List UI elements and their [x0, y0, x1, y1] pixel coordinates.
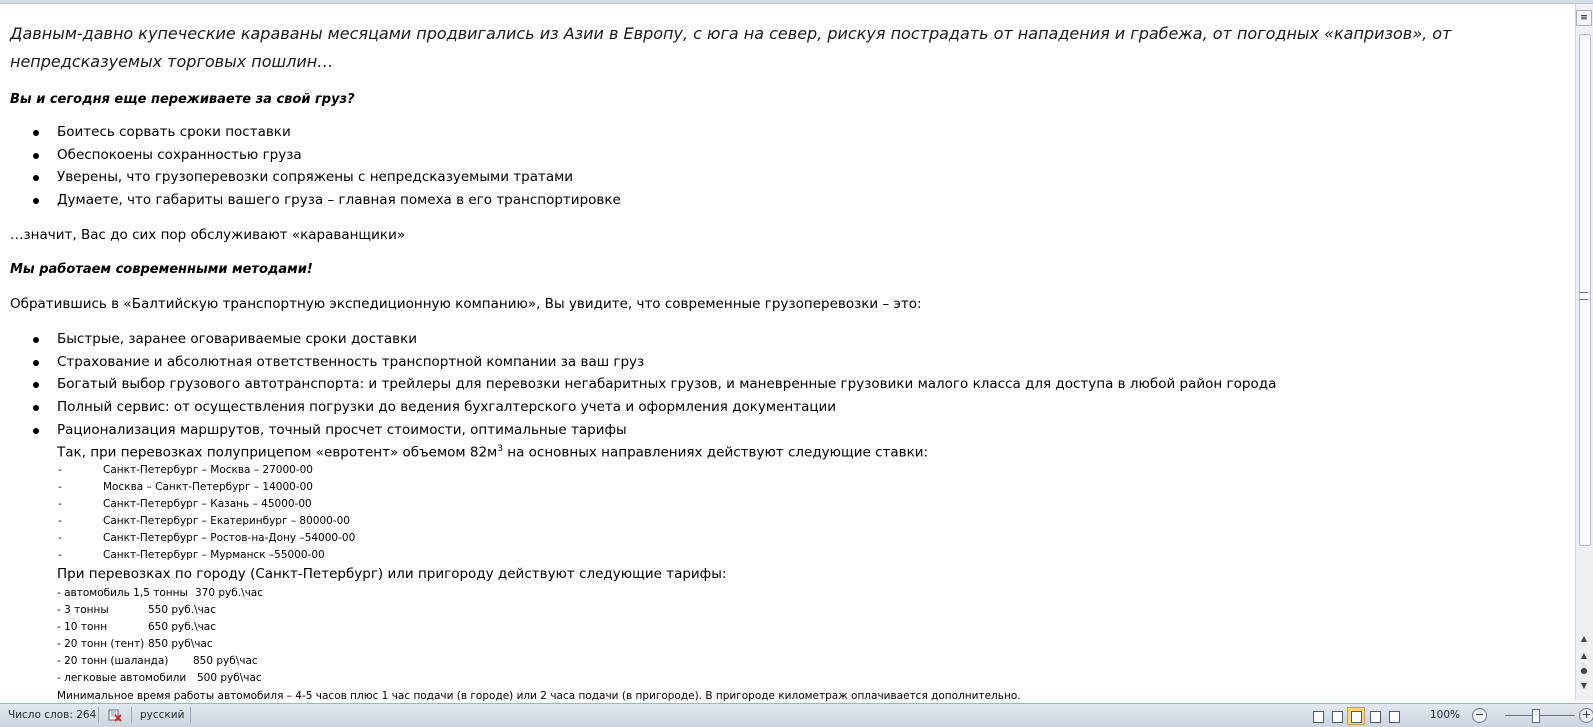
status-separator	[131, 707, 132, 723]
eurotent-text-end: на основных направлениях действуют следующие ставки:	[502, 444, 929, 461]
scroll-up-icon[interactable]: ▲	[1580, 634, 1588, 643]
tariff-price: 650 руб.\час	[148, 621, 217, 633]
status-separator	[190, 707, 191, 723]
language-indicator[interactable]: русский	[140, 709, 185, 721]
print-layout-view-icon[interactable]	[1309, 707, 1327, 725]
eurotent-paragraph	[57, 444, 928, 461]
bullet-icon	[33, 428, 39, 434]
modern-methods-heading: Мы работаем современными методами!	[10, 262, 313, 277]
route-dash: -	[58, 498, 62, 510]
bullet-icon	[33, 198, 39, 204]
min-time-note: Минимальное время работы автомобиля – 4-5 часов плюс 1 час подачи (в городе) или 2 часа подачи (в пригороде). В пригороде километраж оплачивается дополнительно.	[57, 690, 1021, 702]
status-separator	[98, 707, 99, 723]
word-count[interactable]: Число слов: 264	[8, 709, 97, 721]
zoom-out-icon[interactable]: −	[1472, 708, 1487, 723]
bullet-icon	[33, 382, 39, 388]
proofing-errors-icon[interactable]	[108, 708, 122, 722]
benefit-item: Богатый выбор грузового автотранспорта: и трейлеры для перевозки негабаритных грузов, и маневренные грузовики малого класса для доступа в любой район города	[57, 376, 1277, 392]
bullet-icon	[33, 175, 39, 181]
appeal-paragraph: Обратившись в «Балтийскую транспортную экспедиционную компанию», Вы увидите, что современные грузоперевозки – это:	[10, 296, 922, 312]
tariff-name: - 10 тонн	[57, 621, 108, 633]
document-page[interactable]	[0, 4, 1575, 704]
worry-item: Уверены, что грузоперевозки сопряжены с непредсказуемыми тратами	[57, 169, 574, 185]
conclusion-paragraph: …значит, Вас до сих пор обслуживают «караванщики»	[10, 227, 406, 243]
draft-view-icon[interactable]	[1385, 707, 1403, 725]
intro-paragraph: Давным-давно купеческие караваны месяцами продвигались из Азии в Европу, с юга на север, рискуя пострадать от нападения и грабежа, от погодных «капризов», от непредсказуемых торговых пошлин…	[10, 24, 1452, 71]
bullet-icon	[33, 337, 39, 343]
full-screen-reading-view-icon[interactable]	[1328, 707, 1346, 725]
tariff-row	[57, 621, 217, 633]
worry-item: Думаете, что габариты вашего груза – главная помеха в его транспортировке	[57, 192, 621, 208]
outline-view-icon[interactable]	[1366, 707, 1384, 725]
bullet-icon	[33, 360, 39, 366]
tariff-name: - 20 тонн (тент)	[57, 638, 145, 650]
worry-item: Обеспокоены сохранностью груза	[57, 147, 302, 163]
route-rate: Санкт-Петербург – Ростов-на-Дону –54000-00	[103, 532, 356, 544]
tariff-row	[57, 655, 258, 667]
zoom-in-icon[interactable]: +	[1579, 708, 1593, 723]
benefit-item: Полный сервис: от осуществления погрузки до ведения бухгалтерского учета и оформления документации	[57, 399, 837, 415]
tariff-name: - 20 тонн (шаланда)	[57, 655, 169, 667]
city-tariffs-intro: При перевозках по городу (Санкт-Петербург) или пригороду действуют следующие тарифы:	[57, 566, 727, 582]
route-rate: Москва – Санкт-Петербург – 14000-00	[103, 481, 313, 493]
route-rate: Санкт-Петербург – Мурманск –55000-00	[103, 549, 325, 561]
zoom-slider-thumb[interactable]	[1532, 709, 1540, 723]
tariff-name: - автомобиль 1,5 тонны	[57, 587, 188, 599]
bullet-icon	[33, 153, 39, 159]
tariff-row	[57, 604, 217, 616]
route-rate: Санкт-Петербург – Москва – 27000-00	[103, 464, 313, 476]
zoom-slider-track[interactable]	[1505, 715, 1575, 716]
tariff-name: - легковые автомобили	[57, 672, 187, 684]
route-dash: -	[58, 549, 62, 561]
eurotent-text: Так, при перевозках полуприцепом «евротент» объемом 82м	[57, 444, 498, 461]
tariff-name: - 3 тонны	[57, 604, 109, 616]
next-page-icon[interactable]: ▼	[1580, 681, 1588, 690]
tariff-price: 500 руб\час	[197, 672, 262, 684]
previous-page-icon[interactable]: ▲	[1580, 651, 1588, 660]
worry-item: Боитесь сорвать сроки поставки	[57, 124, 291, 140]
vertical-scrollbar[interactable]	[1575, 4, 1593, 700]
browse-object-icon[interactable]: ●	[1580, 666, 1588, 675]
route-dash: -	[58, 481, 62, 493]
tariff-price: 370 руб.\час	[195, 587, 264, 599]
tariff-price: 850 руб\час	[148, 638, 213, 650]
route-dash: -	[58, 532, 62, 544]
route-dash: -	[58, 515, 62, 527]
benefit-item: Рационализация маршрутов, точный просчет стоимости, оптимальные тарифы	[57, 422, 627, 438]
benefit-item: Страхование и абсолютная ответственность транспортной компании за ваш груз	[57, 354, 645, 370]
scrollbar-thumb[interactable]	[1579, 34, 1591, 546]
route-rate: Санкт-Петербург – Казань – 45000-00	[103, 498, 312, 510]
status-bar	[0, 703, 1593, 727]
route-rate: Санкт-Петербург – Екатеринбург – 80000-00	[103, 515, 350, 527]
tariff-price: 850 руб\час	[193, 655, 258, 667]
superscript: 3	[497, 444, 503, 454]
question-heading: Вы и сегодня еще переживаете за свой груз?	[10, 92, 355, 107]
zoom-level[interactable]: 100%	[1430, 709, 1461, 721]
tariff-row	[57, 587, 264, 599]
web-layout-view-icon[interactable]	[1347, 707, 1365, 725]
scroll-grip-icon	[1580, 292, 1588, 300]
bullet-icon	[33, 130, 39, 136]
bullet-icon	[33, 405, 39, 411]
tariff-row	[57, 638, 213, 650]
benefit-item: Быстрые, заранее оговариваемые сроки доставки	[57, 331, 418, 347]
route-dash: -	[58, 464, 62, 476]
ruler-toggle-icon[interactable]: ≡	[1576, 10, 1592, 26]
tariff-row	[57, 672, 262, 684]
tariff-price: 550 руб.\час	[148, 604, 217, 616]
